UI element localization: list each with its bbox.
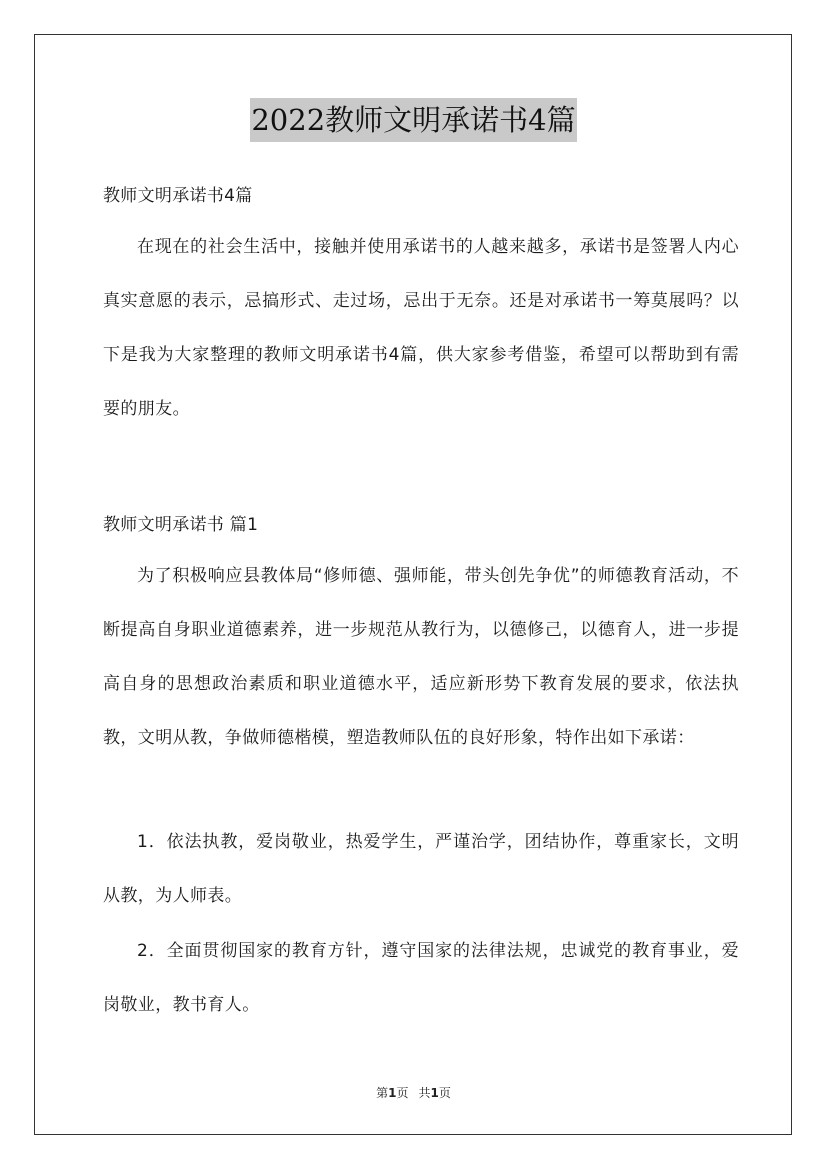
title-container: [0, 98, 827, 142]
commitment-item-2: 2．全面贯彻国家的教育方针，遵守国家的法律法规，忠诚党的教育事业，爱岗敬业，教书育人。: [103, 941, 739, 1015]
page-footer: [0, 1084, 827, 1101]
total-suffix: 页: [438, 1086, 451, 1100]
page-suffix: 页: [396, 1086, 409, 1100]
intro-paragraph: 在现在的社会生活中，接触并使用承诺书的人越来越多，承诺书是签署人内心真实意愿的表示，忌搞形式、走过场，忌出于无奈。还是对承诺书一筹莫展吗？以下是我为大家整理的教师文明承诺书4篇，供大家参考借鉴，希望可以帮助到有需要的朋友。: [103, 237, 739, 419]
total-number: 1: [430, 1086, 439, 1100]
commitment-item-1: 1．依法执教，爱岗敬业，热爱学生，严谨治学，团结协作，尊重家长，文明从教，为人师表。: [103, 832, 739, 906]
total-prefix: 共: [418, 1086, 431, 1100]
document-subtitle: 教师文明承诺书4篇: [103, 186, 253, 206]
section-heading: 教师文明承诺书 篇1: [103, 515, 259, 535]
page-number: 1: [388, 1086, 397, 1100]
document-title: 2022教师文明承诺书4篇: [250, 98, 576, 142]
page-prefix: 第: [376, 1086, 389, 1100]
section-paragraph: 为了积极响应县教体局“修师德、强师能，带头创先争优”的师德教育活动，不断提高自身职业道德素养，进一步规范从教行为，以德修己，以德育人，进一步提高自身的思想政治素质和职业道德水平，适应新形势下教育发展的要求，依法执教，文明从教，争做师德楷模，塑造教师队伍的良好形象，特作出如下承诺：: [103, 566, 739, 748]
